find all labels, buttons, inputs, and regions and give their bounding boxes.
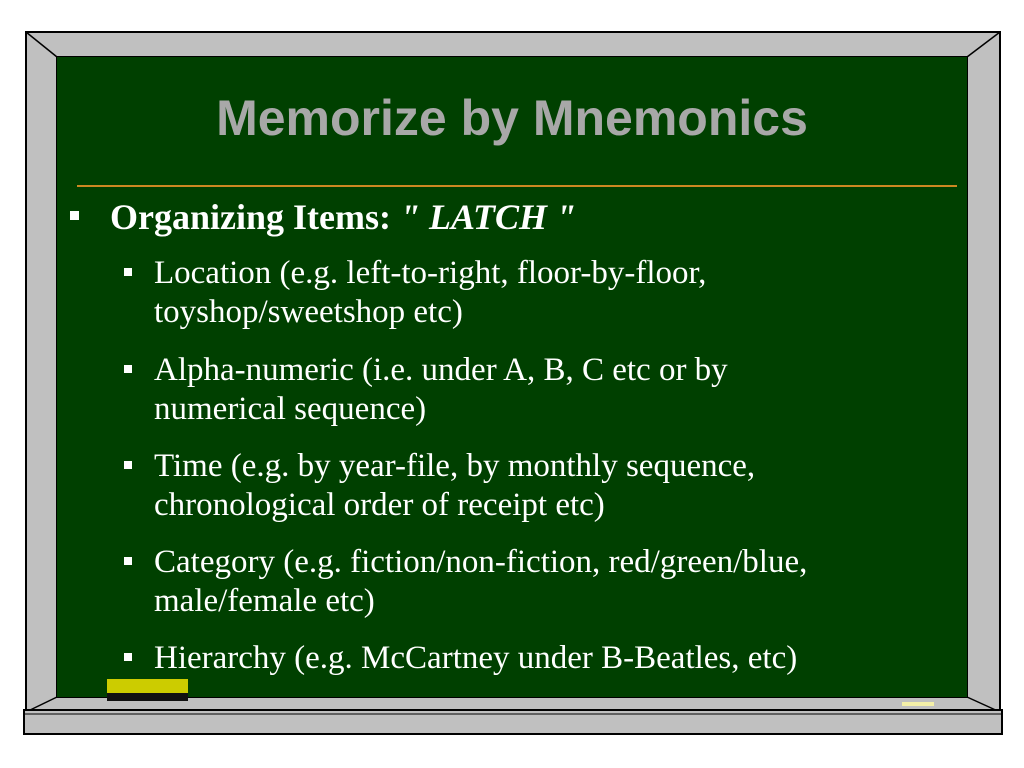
sub-bullet-line: male/female etc)	[154, 583, 375, 619]
sub-bullet-line: Hierarchy (e.g. McCartney under B-Beatles, etc)	[154, 640, 798, 676]
sub-bullet-line: Time (e.g. by year-file, by monthly sequence,	[154, 448, 756, 484]
chalkboard-eraser-base	[107, 693, 188, 701]
main-bullet	[110, 194, 576, 240]
main-bullet-emphasis: " LATCH "	[399, 197, 576, 237]
sub-bullet-line: Category (e.g. fiction/non-fiction, red/green/blue,	[154, 544, 808, 580]
main-bullet-label: Organizing Items:	[110, 197, 400, 237]
sub-bullet-line: Alpha-numeric (i.e. under A, B, C etc or by	[154, 352, 728, 388]
sub-bullet-line: toyshop/sweetshop etc)	[154, 294, 463, 330]
sub-bullet-line: chronological order of receipt etc)	[154, 487, 605, 523]
sub-bullet-marker	[124, 365, 132, 373]
sub-bullet-line: numerical sequence)	[154, 391, 427, 427]
sub-bullet-location	[154, 254, 954, 332]
slide-title: Memorize by Mnemonics	[216, 90, 808, 146]
sub-bullet-marker	[124, 557, 132, 565]
sub-bullet-marker	[124, 461, 132, 469]
sub-bullet-marker	[124, 268, 132, 276]
sub-bullet-category	[154, 543, 954, 621]
sub-bullet-marker	[124, 653, 132, 661]
sub-bullet-time	[154, 447, 954, 525]
sub-bullet-line: Location (e.g. left-to-right, floor-by-floor,	[154, 255, 707, 291]
chalk-piece	[902, 702, 934, 706]
sub-bullet-alpha-numeric	[154, 351, 954, 429]
chalkboard-eraser	[107, 679, 188, 693]
bullet-marker	[70, 211, 79, 220]
sub-bullet-hierarchy	[154, 639, 954, 678]
